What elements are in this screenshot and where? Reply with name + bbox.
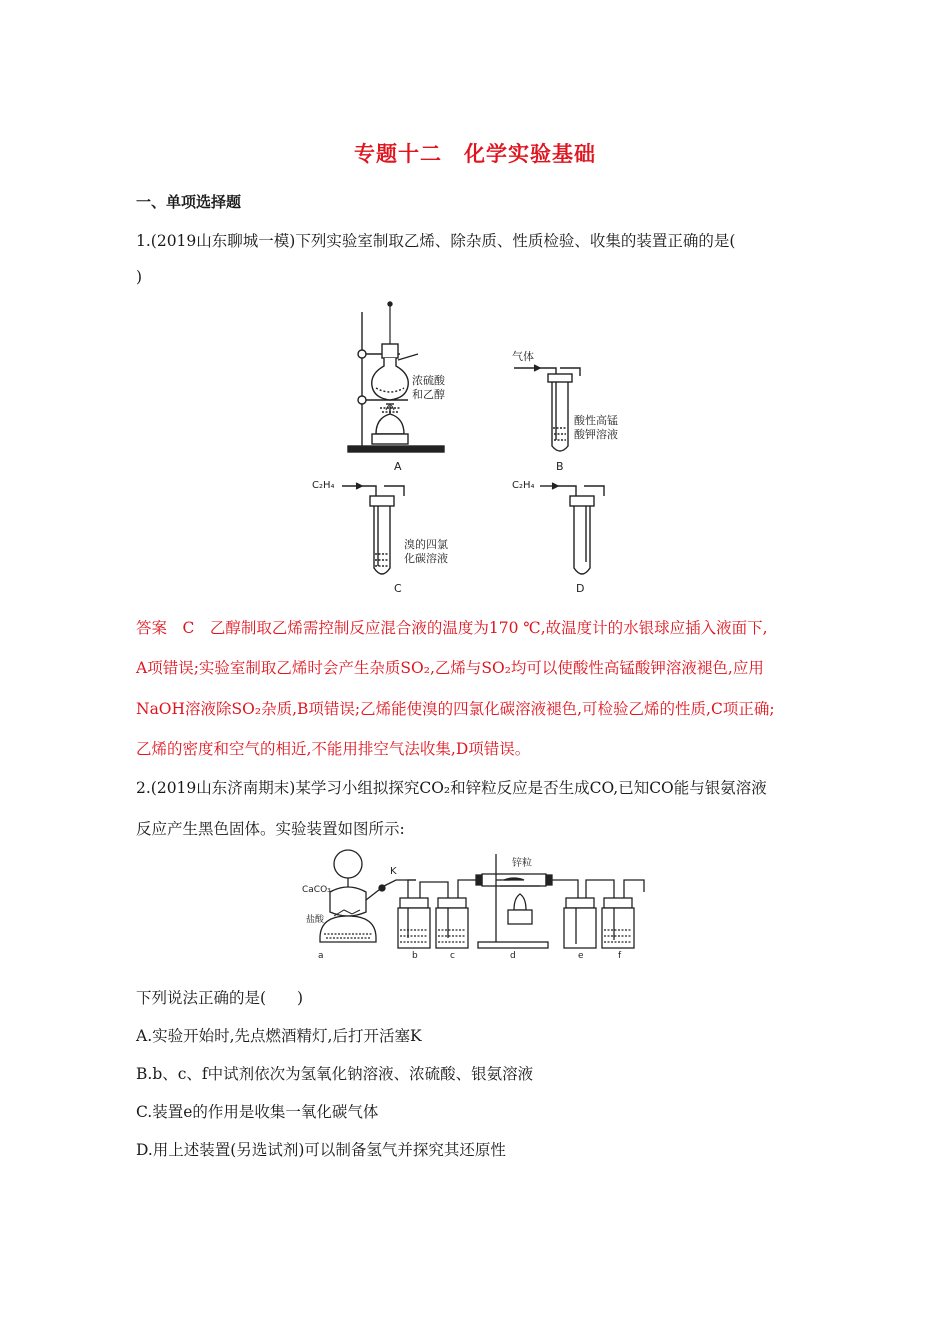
question-2-prompt: 下列说法正确的是( ) xyxy=(136,989,304,1007)
caption-c-2: c xyxy=(450,951,455,961)
label-b-reagent-1: 酸性高锰 xyxy=(574,414,618,427)
label-caco3: CaCO₃ xyxy=(302,885,331,895)
answer-1-line-4: 乙烯的密度和空气的相近,不能用排空气法收集,D项错误。 xyxy=(136,740,531,758)
label-acid: 盐酸 xyxy=(306,915,325,925)
question-2-stem-cont: 反应产生黑色固体。实验装置如图所示: xyxy=(136,820,405,838)
apparatus-c xyxy=(312,480,448,595)
caption-f: f xyxy=(618,951,622,961)
label-b-gas: 气体 xyxy=(512,350,534,363)
bottle-f xyxy=(602,880,644,961)
question-1-stem-cont: ) xyxy=(136,268,143,286)
apparatus-b xyxy=(512,349,618,473)
label-d-gas: C₂H₄ xyxy=(512,480,535,491)
label-zinc: 锌粒 xyxy=(512,858,532,869)
question-2-stem: 2.(2019山东济南期末)某学习小组拟探究CO₂和锌粒反应是否生成CO,已知CO能与银氨溶液 xyxy=(136,779,767,797)
label-k: K xyxy=(390,866,397,877)
label-c-gas: C₂H₄ xyxy=(312,480,335,491)
caption-a-2: a xyxy=(318,951,324,961)
label-a-reagent-1: 浓硫酸 xyxy=(412,374,445,387)
question-1-stem: 1.(2019山东聊城一模)下列实验室制取乙烯、除杂质、性质检验、收集的装置正确的是( xyxy=(136,232,736,250)
caption-d-2: d xyxy=(510,951,516,961)
apparatus-d-tube xyxy=(472,854,552,961)
option-d: D.用上述装置(另选试剂)可以制备氢气并探究其还原性 xyxy=(136,1141,506,1159)
caption-a: A xyxy=(394,460,402,473)
label-c-reagent-1: 溴的四氯 xyxy=(404,538,448,551)
label-a-reagent-2: 和乙醇 xyxy=(412,388,445,401)
caption-b: B xyxy=(556,460,564,473)
caption-e: e xyxy=(578,951,584,961)
answer-1-line-1: 答案 C 乙醇制取乙烯需控制反应混合液的温度为170 ℃,故温度计的水银球应插入液面下, xyxy=(136,619,768,637)
section-heading: 一、单项选择题 xyxy=(136,193,242,211)
bottle-c xyxy=(436,880,472,961)
option-b: B.b、c、f中试剂依次为氢氧化钠溶液、浓硫酸、银氨溶液 xyxy=(136,1065,534,1083)
caption-b-2: b xyxy=(412,951,418,961)
apparatus-d xyxy=(512,480,604,595)
caption-d: D xyxy=(576,582,585,595)
page-title: 专题十二 化学实验基础 xyxy=(354,142,596,166)
apparatus-a xyxy=(348,302,446,473)
option-c: C.装置e的作用是收集一氧化碳气体 xyxy=(136,1103,379,1121)
option-a: A.实验开始时,先点燃酒精灯,后打开活塞K xyxy=(136,1027,422,1045)
caption-c: C xyxy=(394,582,402,595)
label-c-reagent-2: 化碳溶液 xyxy=(404,552,448,565)
question-1-figure xyxy=(300,300,640,600)
answer-1-line-3: NaOH溶液除SO₂杂质,B项错误;乙烯能使溴的四氯化碳溶液褪色,可检验乙烯的性质,C项正确; xyxy=(136,700,775,718)
answer-1-line-2: A项错误;实验室制取乙烯时会产生杂质SO₂,乙烯与SO₂均可以使酸性高锰酸钾溶液褪色,应用 xyxy=(136,659,764,677)
label-b-reagent-2: 酸钾溶液 xyxy=(574,428,618,441)
question-2-figure xyxy=(300,846,650,964)
